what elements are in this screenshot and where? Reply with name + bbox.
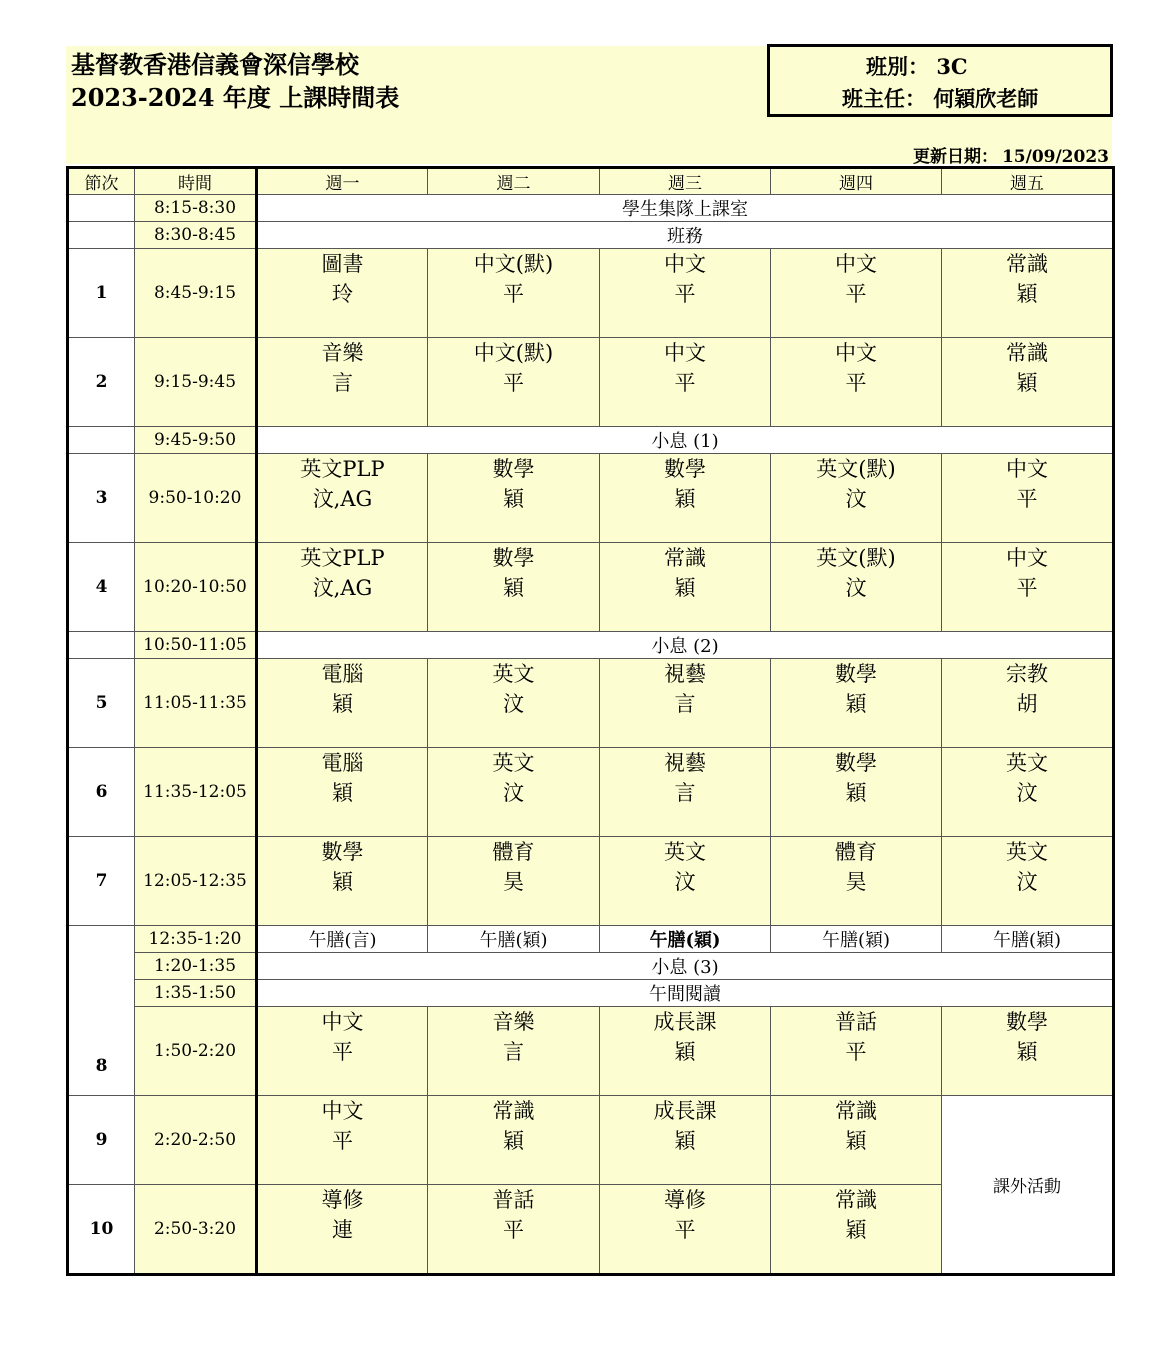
subject: 常識 [835,1099,877,1123]
school-name: 基督教香港信義會深信學校 [71,50,359,79]
lesson-cell [257,249,428,338]
time-cell: 12:05-12:35 [135,837,257,926]
subject: 中文(默) [473,252,554,276]
lesson-cell [942,1007,1114,1096]
subject: 英文 [492,662,535,686]
teacher: 穎 [1016,282,1038,306]
teacher: 汶 [674,870,696,894]
teacher: 平 [674,1218,696,1242]
subject: 數學 [664,457,706,481]
teacher: 昊 [845,870,867,894]
lesson-cell [942,543,1114,632]
year-title: 2023-2024 年度 上課時間表 [71,83,400,112]
subject: 數學 [321,840,364,864]
lunch-row [68,926,1114,953]
teacher: 汶 [1016,870,1038,894]
lunch-cell: 午膳(穎) [942,926,1114,953]
subject: 英文 [492,751,535,775]
lesson-cell [257,1185,428,1275]
time-cell: 2:50-3:20 [135,1185,257,1275]
time-cell: 9:45-9:50 [135,427,257,454]
col-header-thu: 週四 [771,168,942,195]
lesson-row-3 [68,454,1114,543]
lesson-cell [600,1185,771,1275]
lesson-cell [428,1007,600,1096]
class-value: 3C [936,54,968,79]
teacher: 穎 [845,781,867,805]
subject: 常識 [1006,341,1048,365]
lesson-cell [428,1185,600,1275]
lesson-cell [771,748,942,837]
updated-date [913,142,1109,167]
col-header-tue: 週二 [428,168,600,195]
lesson-row-8 [68,1007,1114,1096]
period-number: 4 [68,543,135,632]
lesson-cell [600,837,771,926]
lesson-cell [600,748,771,837]
lesson-cell [257,454,428,543]
lesson-cell [942,249,1114,338]
class-label: 班別： [866,54,929,79]
teacher: 平 [332,1040,353,1064]
break-cell: 小息 (3) [257,953,1114,980]
teacher: 平 [1016,576,1038,600]
subject: 常識 [664,546,706,570]
lesson-cell [257,659,428,748]
teacher: 平 [674,371,696,395]
lesson-cell [428,837,600,926]
time-cell: 11:35-12:05 [135,748,257,837]
teacher: 穎 [332,870,353,894]
subject: 音樂 [321,341,364,365]
time-cell: 2:20-2:50 [135,1096,257,1185]
reading-row [68,980,1114,1007]
lesson-row-9 [68,1096,1114,1185]
teacher: 平 [1016,487,1038,511]
teacher: 穎 [674,1129,696,1153]
subject: 中文 [321,1099,364,1123]
subject: 普話 [492,1188,535,1212]
break-cell: 小息 (2) [257,632,1114,659]
subject: 宗教 [1006,662,1048,686]
lesson-row-4 [68,543,1114,632]
lesson-cell [942,748,1114,837]
extracurricular-cell: 課外活動 [942,1096,1114,1275]
teacher: 穎 [1016,1040,1038,1064]
lesson-cell [428,1096,600,1185]
teacher: 穎 [674,487,696,511]
time-cell: 10:20-10:50 [135,543,257,632]
subject: 英文PLP [300,546,385,570]
class-duty-cell: 班務 [257,222,1114,249]
teacher: 穎 [845,1218,867,1242]
time-cell: 1:20-1:35 [135,953,257,980]
lesson-cell [942,454,1114,543]
period-number: 5 [68,659,135,748]
lunch-cell: 午膳(穎) [771,926,942,953]
teacher: 汶 [845,576,867,600]
lesson-cell [257,748,428,837]
subject: 成長課 [653,1010,717,1034]
break-row-1 [68,427,1114,454]
lesson-cell [771,1007,942,1096]
subject: 常識 [492,1099,535,1123]
updated-label: 更新日期： [912,147,998,167]
lesson-cell [771,454,942,543]
subject: 電腦 [321,751,364,775]
lesson-row-7 [68,837,1114,926]
lesson-row-1 [68,249,1114,338]
time-cell: 8:30-8:45 [135,222,257,249]
period-number: 9 [68,1096,135,1185]
teacher: 平 [845,282,867,306]
class-info-box [767,44,1113,117]
teacher: 平 [674,282,696,306]
break-row-2 [68,632,1114,659]
recess-row-3 [68,953,1114,980]
school-title [71,48,399,114]
time-cell: 9:15-9:45 [135,338,257,427]
lesson-cell [942,659,1114,748]
teacher: 穎 [674,576,696,600]
lesson-cell [428,249,600,338]
teacher-label: 班主任： [842,86,926,111]
subject: 常識 [1006,252,1048,276]
teacher: 平 [503,1218,524,1242]
time-cell: 1:35-1:50 [135,980,257,1007]
lesson-cell [257,543,428,632]
teacher: 穎 [674,1040,696,1064]
teacher: 平 [503,371,524,395]
subject: 中文 [664,341,706,365]
subject: 中文 [835,252,877,276]
col-header-wed: 週三 [600,168,771,195]
teacher: 昊 [503,870,524,894]
teacher: 穎 [845,1129,867,1153]
period-number: 2 [68,338,135,427]
col-header-mon: 週一 [257,168,428,195]
lesson-cell [600,454,771,543]
subject: 視藝 [664,751,706,775]
teacher: 言 [332,371,353,395]
lunch-cell: 午膳(穎) [428,926,600,953]
teacher: 胡 [1016,692,1038,716]
lesson-cell [428,454,600,543]
subject: 英文(默) [816,546,896,570]
lunch-cell: 午膳(穎) [600,926,771,953]
subject: 導修 [664,1188,706,1212]
teacher: 穎 [503,1129,524,1153]
lesson-cell [257,1007,428,1096]
teacher: 平 [845,371,867,395]
time-cell: 11:05-11:35 [135,659,257,748]
teacher: 言 [674,692,696,716]
teacher: 汶 [1016,781,1038,805]
reading-cell: 午間閱讀 [257,980,1114,1007]
teacher: 平 [332,1129,353,1153]
col-header-time: 時間 [135,168,257,195]
subject: 視藝 [664,662,706,686]
teacher: 穎 [845,692,867,716]
teacher: 汶,AG [312,487,373,511]
subject: 數學 [492,457,535,481]
subject: 電腦 [321,662,364,686]
lesson-cell [771,249,942,338]
subject: 英文 [664,840,706,864]
teacher: 穎 [503,576,524,600]
lesson-cell [771,1096,942,1185]
period-number: 6 [68,748,135,837]
subject: 體育 [492,840,535,864]
teacher: 玲 [332,282,353,306]
period-number: 10 [68,1185,135,1275]
teacher: 汶 [845,487,867,511]
subject: 常識 [835,1188,877,1212]
subject: 中文 [835,341,877,365]
subject: 英文 [1006,840,1048,864]
subject: 圖書 [321,252,364,276]
period-number: 1 [68,249,135,338]
teacher: 平 [503,282,524,306]
lesson-cell [257,1096,428,1185]
subject: 數學 [492,546,535,570]
teacher: 汶 [503,781,524,805]
teacher-value: 何穎欣老師 [933,86,1039,111]
lesson-row-5 [68,659,1114,748]
teacher: 汶 [503,692,524,716]
lesson-cell [771,1185,942,1275]
assembly-cell: 學生集隊上課室 [257,195,1114,222]
subject: 體育 [835,840,877,864]
timetable [66,166,1115,1276]
teacher: 平 [845,1040,867,1064]
lunch-cell: 午膳(言) [257,926,428,953]
subject: 英文 [1006,751,1048,775]
class-duty-row [68,222,1114,249]
lesson-cell [600,1007,771,1096]
lesson-cell [771,837,942,926]
subject: 中文 [664,252,706,276]
lesson-cell [428,543,600,632]
period-number: 8 [68,926,135,1096]
subject: 數學 [835,751,877,775]
subject: 導修 [321,1188,364,1212]
teacher: 連 [332,1218,353,1242]
subject: 中文(默) [473,341,554,365]
break-cell: 小息 (1) [257,427,1114,454]
lesson-cell [942,338,1114,427]
lesson-cell [942,837,1114,926]
subject: 中文 [1006,546,1048,570]
time-cell: 10:50-11:05 [135,632,257,659]
time-cell: 8:45-9:15 [135,249,257,338]
subject: 成長課 [653,1099,717,1123]
subject: 普話 [835,1010,877,1034]
lesson-cell [771,543,942,632]
teacher: 穎 [332,692,353,716]
lesson-cell [257,338,428,427]
subject: 中文 [1006,457,1048,481]
lesson-cell [771,338,942,427]
lesson-cell [428,338,600,427]
updated-value: 15/09/2023 [1001,147,1109,167]
assembly-row [68,195,1114,222]
subject: 中文 [321,1010,364,1034]
class-row [866,51,968,81]
teacher: 穎 [503,487,524,511]
time-cell: 1:50-2:20 [135,1007,257,1096]
lesson-cell [600,338,771,427]
lesson-cell [428,659,600,748]
lesson-cell [600,249,771,338]
time-cell: 8:15-8:30 [135,195,257,222]
subject: 音樂 [492,1010,535,1034]
lesson-row-6 [68,748,1114,837]
lesson-cell [428,748,600,837]
lesson-cell [600,543,771,632]
period-number: 3 [68,454,135,543]
teacher: 言 [503,1040,524,1064]
lesson-cell [257,837,428,926]
subject: 數學 [835,662,877,686]
header-row [68,168,1114,195]
lesson-cell [771,659,942,748]
lesson-cell [600,659,771,748]
lesson-cell [600,1096,771,1185]
subject: 英文(默) [816,457,896,481]
col-header-fri: 週五 [942,168,1114,195]
teacher: 穎 [1016,371,1038,395]
teacher: 言 [674,781,696,805]
teacher-row [842,83,1038,113]
subject: 數學 [1006,1010,1048,1034]
col-header-period: 節次 [68,168,135,195]
period-number: 7 [68,837,135,926]
teacher: 汶,AG [312,576,373,600]
time-cell: 12:35-1:20 [135,926,257,953]
subject: 英文PLP [300,457,385,481]
time-cell: 9:50-10:20 [135,454,257,543]
lesson-row-2 [68,338,1114,427]
teacher: 穎 [332,781,353,805]
